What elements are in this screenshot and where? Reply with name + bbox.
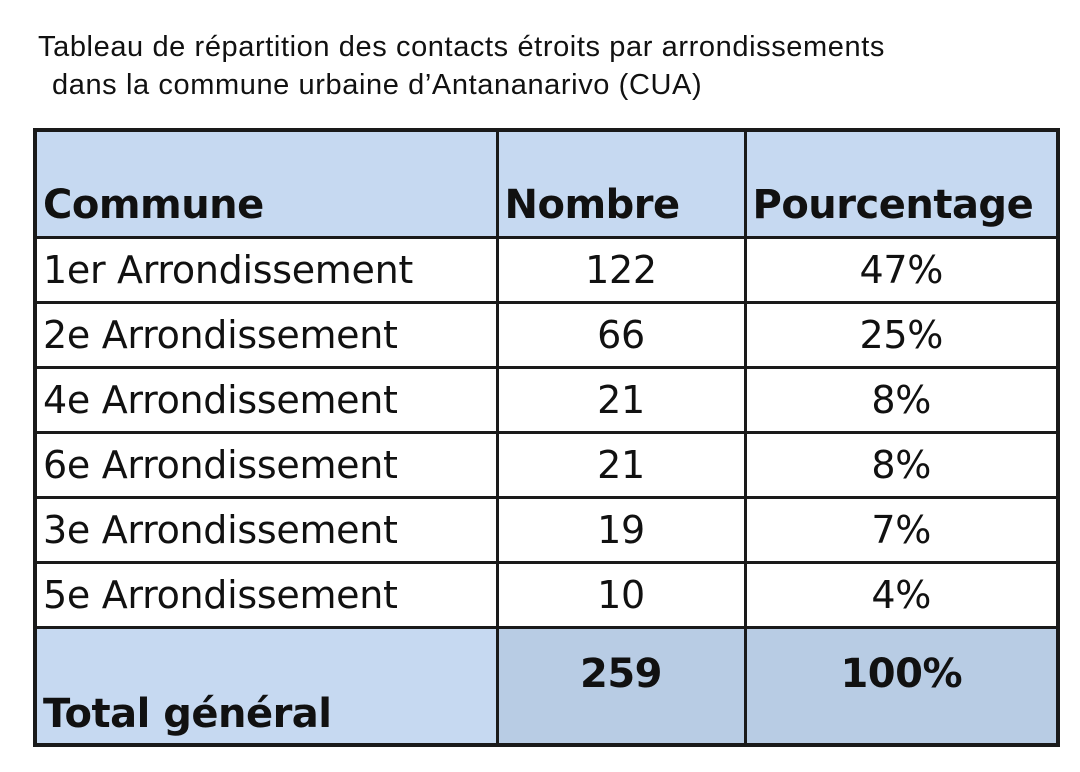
total-nombre: 259 [497, 628, 745, 746]
table-row [35, 498, 1058, 563]
title-block [38, 28, 1068, 104]
column-header-commune: Commune [35, 130, 497, 238]
column-header-nombre: Nombre [497, 130, 745, 238]
column-header-pourcentage: Pourcentage [745, 130, 1058, 238]
cell-pourcentage: 4% [745, 563, 1058, 628]
total-row [35, 628, 1058, 746]
cell-commune: 1er Arrondissement [35, 238, 497, 303]
cell-commune: 6e Arrondissement [35, 433, 497, 498]
cell-pourcentage: 47% [745, 238, 1058, 303]
cell-commune: 3e Arrondissement [35, 498, 497, 563]
cell-nombre: 10 [497, 563, 745, 628]
table-row [35, 433, 1058, 498]
cell-pourcentage: 8% [745, 368, 1058, 433]
cell-commune: 5e Arrondissement [35, 563, 497, 628]
table-row [35, 368, 1058, 433]
cell-pourcentage: 25% [745, 303, 1058, 368]
page-title-line-1: Tableau de répartition des contacts étroits par arrondissements [38, 31, 886, 63]
cell-commune: 2e Arrondissement [35, 303, 497, 368]
cell-nombre: 19 [497, 498, 745, 563]
cell-nombre: 66 [497, 303, 745, 368]
cell-nombre: 21 [497, 368, 745, 433]
table-row [35, 303, 1058, 368]
cell-pourcentage: 8% [745, 433, 1058, 498]
cell-pourcentage: 7% [745, 498, 1058, 563]
page-title-line-2: dans la commune urbaine d’Antananarivo (CUA) [52, 69, 703, 101]
cell-nombre: 122 [497, 238, 745, 303]
table-row [35, 563, 1058, 628]
table-header-row [35, 130, 1058, 238]
cell-commune: 4e Arrondissement [35, 368, 497, 433]
total-label: Total général [35, 628, 497, 746]
total-pourcentage: 100% [745, 628, 1058, 746]
table-row [35, 238, 1058, 303]
cell-nombre: 21 [497, 433, 745, 498]
distribution-table [33, 128, 1060, 747]
